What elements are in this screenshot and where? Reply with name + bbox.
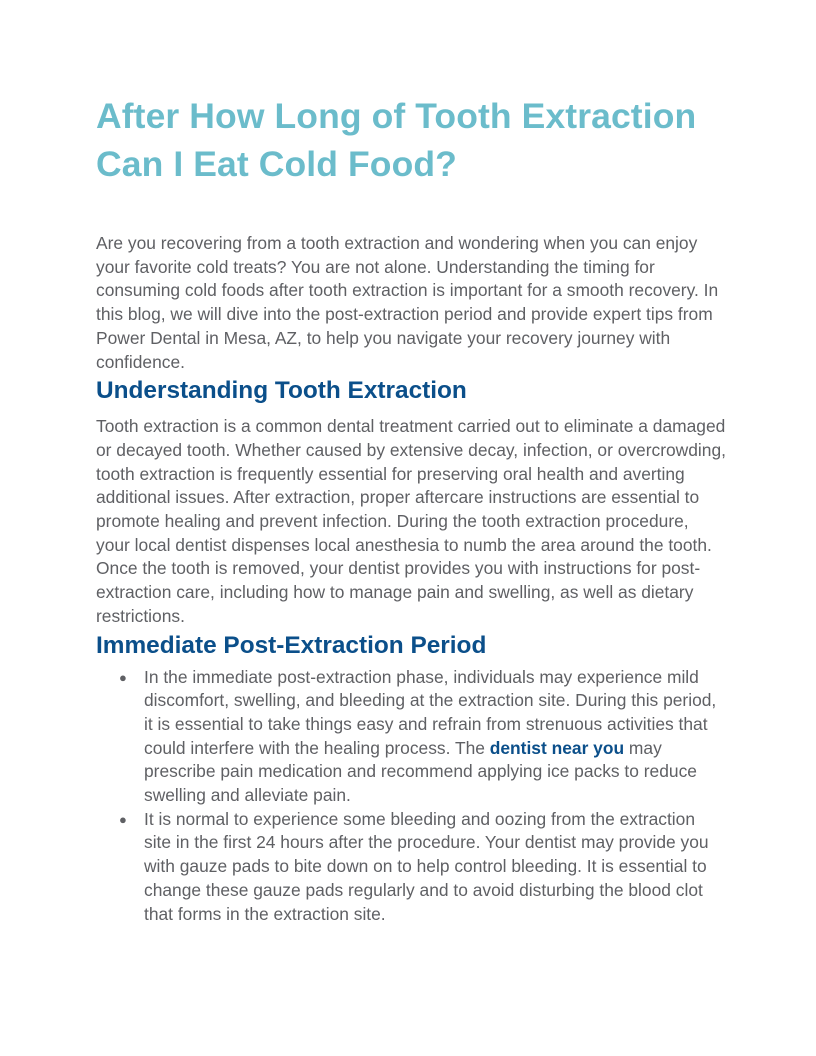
bullet-text-after-link: may prescribe pain medication and recommend applying ice packs to reduce swelling and alleviate pain. — [144, 737, 697, 806]
section-heading-immediate: Immediate Post-Extraction Period — [96, 631, 487, 659]
bullet-text: It is normal to experience some bleeding and oozing from the extraction site in the first 24 hours after the procedure. Your dentist may provide you with gauze pads to bite down on to help control bleeding. It is essential to change these gauze pads regularly and to avoid disturbing the blood clot that forms in the extraction site. — [144, 808, 709, 924]
bullet-text-before-link: In the immediate post-extraction phase, individuals may experience mild discomfort, swelling, and bleeding at the extraction site. During this period, it is essential to take things easy and refrain from strenuous activities that could interfere with the healing process. The — [144, 666, 717, 758]
list-item — [96, 666, 726, 808]
list-item — [96, 808, 726, 927]
section-paragraph-understanding: Tooth extraction is a common dental treatment carried out to eliminate a damaged or decayed tooth. Whether caused by extensive decay, infection, or overcrowding, tooth extraction is frequently essential for preserving oral health and averting additional issues. After extraction, proper aftercare instructions are essential to promote healing and prevent infection. During the tooth extraction procedure, your local dentist dispenses local anesthesia to numb the area around the tooth. Once the tooth is removed, your dentist provides you with instructions for post-extraction care, including how to manage pain and swelling, as well as dietary restrictions. — [96, 416, 726, 626]
bullet-icon: ● — [119, 669, 127, 685]
intro-paragraph: Are you recovering from a tooth extraction and wondering when you can enjoy your favorite cold treats? You are not alone. Understanding the timing for consuming cold foods after tooth extraction is important for a smooth recovery. In this blog, we will dive into the post-extraction period and provide expert tips from Power Dental in Mesa, AZ, to help you navigate your recovery journey with confidence. — [96, 233, 719, 372]
bullet-list — [96, 666, 726, 927]
bullet-icon: ● — [119, 811, 127, 827]
page-title: After How Long of Tooth Extraction Can I Eat Cold Food? — [96, 96, 697, 184]
document-page — [96, 92, 726, 926]
section-heading-understanding: Understanding Tooth Extraction — [96, 377, 467, 405]
dentist-near-you-link[interactable]: dentist near you — [489, 737, 625, 758]
